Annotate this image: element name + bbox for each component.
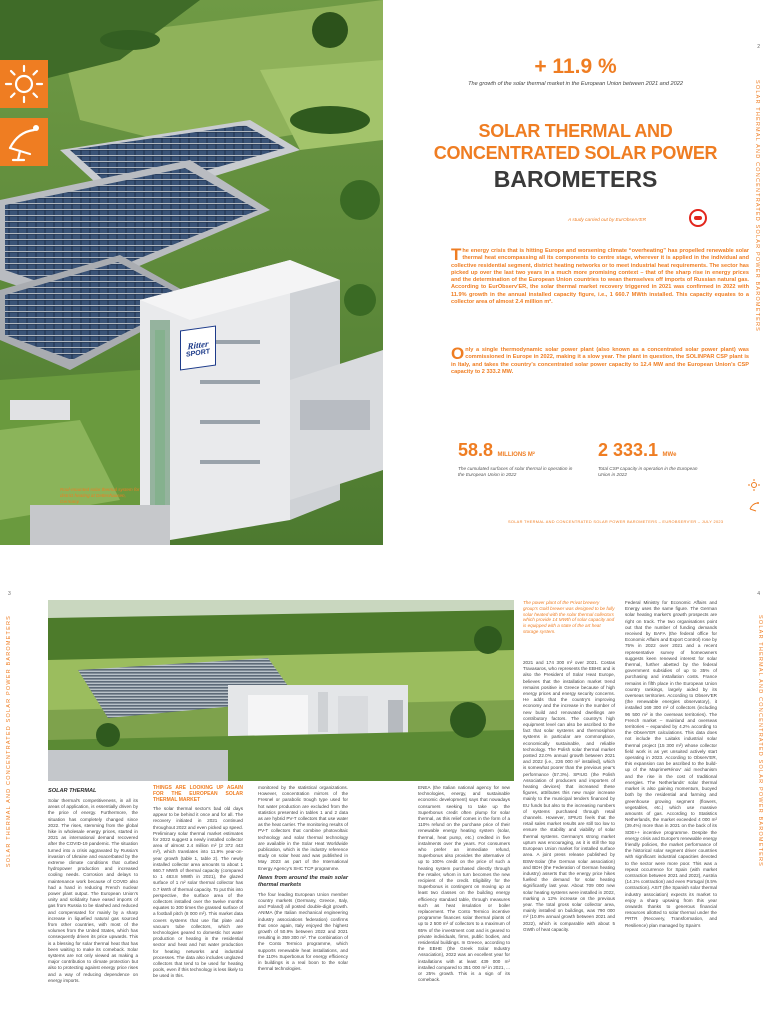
eurobserver-logo: [689, 209, 707, 227]
column-3: [258, 785, 348, 974]
photo-caption: Roof-mounted solar thermal system for district heating at Dettenhausen, Germany.: [60, 487, 140, 504]
ritter-sport-sign: [180, 325, 216, 370]
solar-dish-icon-tile: [0, 118, 48, 166]
sun-icon: [0, 60, 48, 108]
aerial-photo-illustration: [0, 0, 383, 545]
intro-paragraph: [451, 245, 749, 306]
sign-text-sport: SPORT: [185, 347, 211, 359]
photo-rooftop-solar-collectors: [0, 0, 383, 545]
brewery-photo-illustration: [48, 600, 514, 781]
side-label-left: SOLAR THERMAL AND CONCENTRATED SOLAR POWER BAROMETERS: [6, 615, 12, 868]
growth-caption: The growth of the solar thermal market in the European Union between 2021 and 2022: [468, 81, 683, 87]
col3-text-1: monitored by the statistical organizations. However, concentration mirrors of the Fresnel or parabolic trough type used for hot water production are excluded from the statistics presented in tables 1 and 2 data as are hybrid PV-T collectors that use water as the heat carrier. The monitoring results of PV-T collectors that combine photovoltaic technology and solar thermal technology are available in the Solar Heat Worldwide publication, which is the industry reference study on solar heat and was published in May 2023 as part of the International Energy Agency's SHC TCP programme.: [258, 785, 348, 871]
study-credit: A study carried out by EurObserv'ER: [568, 218, 647, 223]
stat-csp-capacity: [598, 440, 738, 478]
title-line-1: SOLAR THERMAL AND: [478, 121, 673, 141]
page-number-left: 3: [8, 591, 11, 597]
solar-dish-icon: [0, 118, 48, 166]
side-sun-icon: [747, 478, 761, 492]
csp-text: nly a single thermodynamic solar power plant (also known as a concentrated solar power plant) was commissioned in Europe in 2022, making it a slow year. The plant in question, the SOLINPAR CSP plant is in Italy, and takes the country's concentrated solar power capacity to 12.4 MW and the European Union's CSP capacity to 2 333.2 MW.: [451, 347, 749, 375]
col4-text: ENEA (the Italian national agency for new technologies, energy, and sustainable economic development) says that nowadays consumers seeking to take up the Superbonus credit often plump for solar thermal, as this relief comes in the form of a 110% refund on the purchase price of their renewable energy heating system (solar, thermal, heat pump, etc.) credited in five instalments over the years. For consumers who prefer an immediate refund, Superbonus also provides the alternative of up to 100% credit on the price of such a heating system purchased directly through the retailer, whom in turn becomes the new recipient of the credit. Eligibility for the Superbonus is contingent on moving up at least two classes on the building energy efficiency standard table, through measures such as heat insulation or boiler replacement. The Conto Termico incentive programme finances solar thermal plants of up to 2 500 m² of collectors to a maximum of 65% of the investment cost and is geared to private individuals, firms, public bodies, and residential buildings. In Greece, according to the EBHE (the Greek Solar Industry Association), 2022 was an excellent year for installations with at least 439 000 m² installed compared to 351 000 m² in 2021, ... or 25% growth. This is a sign of its comeback.: [418, 785, 510, 983]
csp-dropcap: O: [451, 344, 465, 363]
stat2-caption: Total CSP capacity in operation in the European Union in 2022: [598, 466, 698, 477]
csp-paragraph: [451, 344, 749, 376]
intro-text: he energy crisis that is hitting Europe and worsening climate “overheating” has propelled renewable solar thermal heat encompassing all its components to centre stage, wherever it is applied in the individual and collective residential segment, district heating networks or to meet industrial heat requirements. The sector has picked up over the last two years in a much more promising context – that of the sharp rise in energy prices and the determination of the European Union countries to wean themselves off imports of Russian natural gas. According to EurObserv'ER, the solar thermal market recovery triggered in 2021 was confirmed in 2022 with 11.9% growth in the annual installed capacity figure, i.e., 1 660.7 MWth installed. This capacity equates to a collector area of almost 2.4 million m².: [451, 248, 749, 306]
brewery-photo-caption: The power plant of the Privat brewery group's Gold brewer was designed to be fully solar heated with the solar thermal collectors which provide 14 MWth of solar capacity and is equipped with a state of the art heat storage system.: [523, 600, 615, 634]
col1-text: Solar thermal's competitiveness, in all its areas of application, is essentially driven by the price of energy. Furthermore, the situation has completely changed since 2022. The rises, stemming from the global hike in wholesale energy prices, started in 2021 as international demand recovered after the COVID-19 pandemic. The situation turned into a crisis aggravated by Russia's invasion of Ukraine and exacerbated by the extreme climate conditions that curbed hydropower production and increased cooling needs. Corrosion and delays to maintenance work because of COVID also had a hand in reducing French nuclear power plant output. The European Union's unity and solidarity have eased imports of gas from Russia to be slashed and reduced and compensated for mainly by a sharp increase in liquefied natural gas sourced from other countries, with most of the volumes from the United States, which has consequently driven its price upwards. This is a blessing for solar thermal heat that has been waiting to make its comeback. Solar systems are not only viewed as making a major contribution to climate protection but also to protecting against energy price rises and a way of reducing dependence on energy imports.: [48, 798, 138, 983]
column-2: [153, 785, 243, 982]
intro-dropcap: T: [451, 245, 462, 264]
column-4: [418, 785, 510, 986]
sun-icon-tile: [0, 60, 48, 108]
stat2-value: 2 333.1: [598, 440, 659, 460]
small-solar-dish-icon: [747, 500, 761, 514]
column-1: [48, 788, 138, 986]
stat1-caption: The cumulated surfaces of solar thermal in operation in the European Union in 2022: [458, 466, 573, 477]
col2-text: The solar thermal sector's bad old days appear to be behind it once and for all. The recovery initiated in 2021 continued throughout 2022 and even picked up speed. Preliminary solar thermal market estimates for 2022 suggest a newly installed collector area of almost 2.4 million m² (2 372 443 m²), which translates into 11.9% year-on-year growth (table 1, table 2). The newly installed collector area amounts to about 1 660.7 MWth of thermal capacity (compared to 1 483.8 MWth in 2021), the glazed surface of 1 m² solar thermal collector has 0.7 kWth of thermal capacity. To put this into perspective, the surface area of the collectors installed over the twelve months equates to 300 times the grassed surface of a football pitch (8 000 m²). This market data covers systems that use flat plate and vacuum tube collectors, which are technologies geared to domestic hot water production or heating in the residential sector and heat and hot water production for heating networks and industrial processes. The data also includes unglazed collectors that tend to be used for heating pools, even if this technology is less likely to be used in this.: [153, 806, 243, 979]
col5-text: 2021 and 174 300 m² over 2021. Costas Travasaros, who represents the EBHE and is also the President of Solar Heat Europe, believes that the installation market trend remains positive in Greece because of high energy prices and energy security concerns. He adds that the country's improving economy and the increase in the number of new build and renovated dwellings are contributory factors. The country's high equipment level can also be ascribed to the fact that solar systems and thermosiphon systems in particular are commonplace, economically sustainable, and reliable technology. The Polish solar thermal market posted 22.0% annual growth between 2021 and 2022 (i.e., 226 000 m² installed), which is somewhat poorer than the previous year's performance (57.3%). SPIUG (the Polish Association of producers and importers of heating devices) that increased these figures, attributes this new major increase mainly to the municipal tenders financed by EU funds but also to the increasing numbers of systems purchased through retail channels. However, SPIUG feels that the retail sales market results are still too low to ensure the stability and viability of solar thermal systems. Germany's strong market upturn was encouraging, as it is still the top European Union market for installed surface area. A joint press release published by BSW-Solar (the German solar association) and BDH (the Federation of German heating industry) asserts that the energy price hikes fuelled the demand for solar heating significantly last year. About 709 000 new solar heating systems were installed in 2022, marking a 12% increase on the previous year. The total gross solar collector area, mainly installed on buildings, was 790 000 m² (10.8% annual growth between 2021 and 2022), which is comparable with about 5 GWth of heat capacity.: [523, 660, 615, 932]
side-label-right: SOLAR THERMAL AND CONCENTRATED SOLAR POWER BAROMETERS: [757, 615, 763, 868]
page-number-right: 4: [757, 591, 760, 597]
col1-heading: SOLAR THERMAL: [48, 788, 97, 794]
stat1-value: 58.8: [458, 440, 494, 460]
col3-text-2: The four leading European Union member country markets (Germany, Greece, Italy, and Poland) all posted double-digit growth. ANIMA (the Italian mechanical engineering industry associations federation) confirms that once again, Italy enjoyed the highest growth of 50.9% between 2022 and 2021 resulting in 359 300 m². The combination of the Conto Termico programme, which supports renewable heat installations, and the 110% Superbonus for energy efficiency in buildings is a real boon to the solar thermal technologies.: [258, 891, 348, 972]
page1-footer: SOLAR THERMAL AND CONCENTRATED SOLAR POWER BAROMETERS – EUROBSERV'ER – JULY 2023: [508, 519, 724, 524]
growth-value: + 11.9 %: [534, 55, 617, 78]
title-line-2: CONCENTRATED SOLAR POWER: [433, 143, 718, 163]
sign-text-ritter: Ritter: [187, 338, 209, 351]
column-6: [625, 600, 717, 931]
page-number: 2: [757, 44, 760, 50]
stat2-unit: MWe: [662, 452, 677, 458]
column-5: [523, 660, 615, 935]
side-label-page1: SOLAR THERMAL AND CONCENTRATED SOLAR POWER BAROMETERS: [754, 80, 760, 333]
title-line-3: BAROMETERS: [493, 166, 658, 192]
side-dish-icon: [747, 500, 761, 514]
page1-text-panel: [383, 0, 768, 545]
col3-subheading: News from around the main solar thermal markets: [258, 874, 348, 888]
stat-cumulated-surface: [458, 440, 598, 478]
stat1-unit: MILLIONS M²: [497, 452, 535, 458]
small-sun-icon: [747, 478, 761, 492]
col6-text: Federal Ministry for Economic Affairs and Energy uses the same figure. The German solar heating market's growth prospects are right on track. The two organisations point out that the number of funding demands received by BAFA (the federal office for Economic Affairs and Export Control) rose by 75% in 2022 over 2021 and a recent representative survey of homeowners suggests keen renewed interest for solar thermal, further abetted by the federal government subsidies of up to 35% of purchasing and installation costs. France remains in fifth place in the European Union country rankings, largely aided by its overseas territories. According to Observ'ER (the renewable energies observatory), it installed 169 300 m² of collectors (including 96 500 m² in the overseas territories). The French market – mainland and overseas territories – expanded by 4.2% according to the Observ'ER calculations. This data does not include the Laitaks industrial solar thermal project (15 300 m²) whose collector field work is as yet unsuited actively start operating in 2023. According to Observ'ER, this expansion can be ascribed to the build-up of the MaprimeRénov' aid mechanism and the rise in the cost of traditional energies. The Netherlands' solar thermal market is also gaining momentum, buoyed both by the residential and farming and greenhouse growing segment (flowers, vegetables, etc.) which use massive amounts of gas. According to Statistics Netherlands, the market exceeded 4 000 m² (39.4%) more than in 2021 on the back of its SDE++ incentive programme. Despite the energy crisis and Europe's renewable energy friendly policies, the market performance of the historical solar segment driver countries with significant industrial capacities devoted to the sector were more poor. This was a repeat occurrence for Spain (with market contraction between 2021 and 2022), Austria (14.1% contraction) and even Portugal (8.5% contraction). ASIT (the Spanish solar thermal industry association) expects its market to enjoy a sharp upswing from this year onwards thanks to generous financial resources allotted to solar thermal under the PRTR (Recovery, Transformation, and Resilience) plan managed by Spain's: [625, 600, 717, 928]
page-spread-2: [0, 585, 768, 1024]
photo-brewery-solar-plant: [48, 600, 514, 781]
col2-heading: THINGS ARE LOOKING UP AGAIN FOR THE EUROPEAN SOLAR THERMAL MARKET: [153, 785, 243, 803]
